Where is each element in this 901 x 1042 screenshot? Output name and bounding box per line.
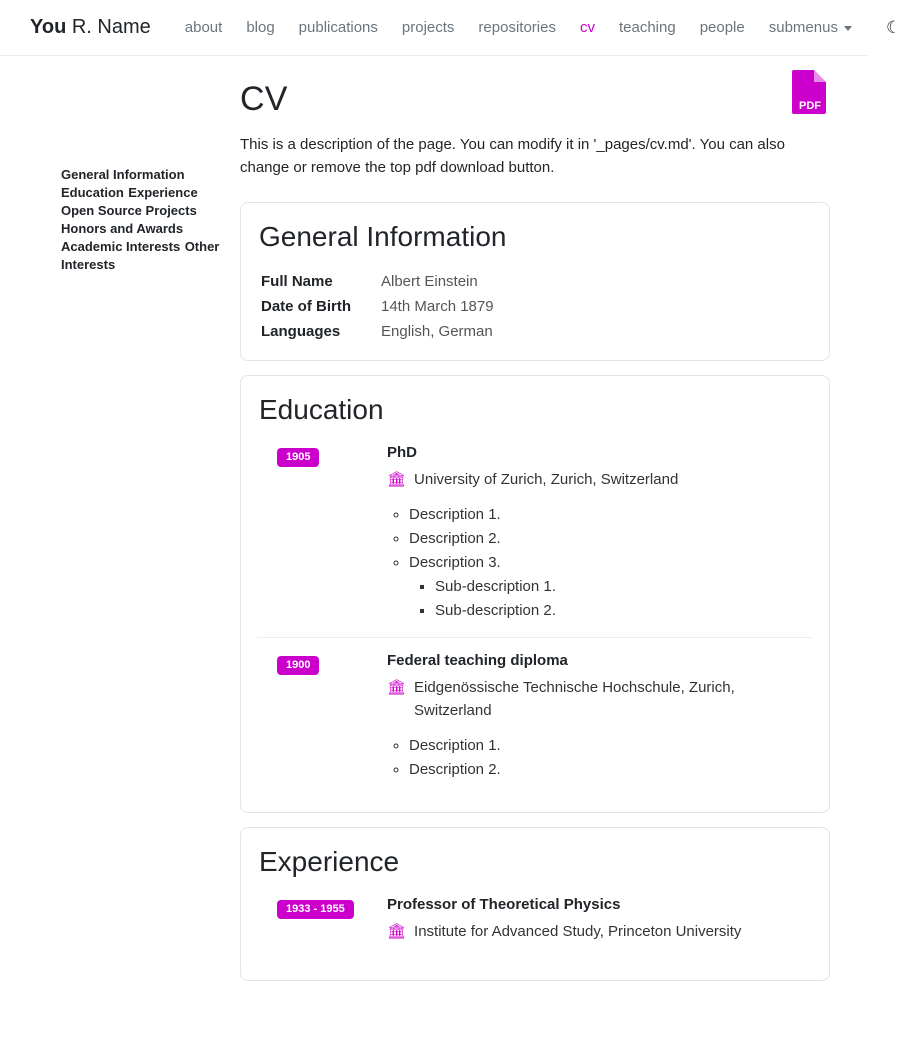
experience-card [240,827,830,981]
entry-title: PhD [387,443,417,461]
date-badge: 1905 [277,448,319,467]
list-item: ◦ Description 1. [409,734,805,758]
entry-title: Federal teaching diploma [387,652,568,669]
info-value-languages: English, German [381,322,493,340]
entry-place [387,469,805,492]
nav-item-about[interactable]: about [184,19,223,36]
education-entry [257,442,813,638]
nav-item-submenus[interactable]: submenus [757,13,864,42]
table-row [261,269,494,294]
pdf-download-button[interactable] [790,68,830,118]
nav-item-teaching[interactable]: teaching [618,19,676,36]
education-heading: Education [259,393,384,425]
table-row [261,294,494,319]
info-value-full-name: Albert Einstein [381,272,478,290]
sidebar-item-other-interests[interactable]: Other Interests [61,239,220,272]
list-item [409,551,805,623]
general-information-card [240,202,830,361]
entry-date [257,652,387,782]
entry-place-text: University of Zurich, Zurich, Switzerland [414,470,679,488]
page-description: This is a description of the page. You can modify it in '_pages/cv.md'. You can also change or remove the top pdf download button. [240,136,785,177]
nav-links [173,13,864,42]
nav-item-blog[interactable]: blog [246,19,275,36]
entry-date [257,896,387,950]
entry-place-text: Institute for Advanced Study, Princeton University [414,923,742,940]
list-item: ◦ Description 2. [409,527,805,551]
education-entry [257,637,813,796]
brand-strong: You [30,16,67,38]
list-item: ▪ Sub-description 1. [435,575,805,599]
brand-rest: R. Name [66,16,151,38]
entry-body [387,652,813,782]
general-information-heading: General Information [259,220,507,252]
date-badge: 1933 - 1955 [277,900,354,919]
experience-heading: Experience [259,846,400,877]
list-item: ◦ Description 2. [409,758,805,782]
list-item: ▪ Sub-description 2. [435,599,805,623]
top-navbar [0,0,901,56]
entry-body [387,444,813,624]
sidebar-item-education[interactable]: Education [61,185,124,200]
nav-item-projects[interactable]: projects [401,19,455,36]
table-row [261,319,494,344]
general-information-table [261,269,494,344]
main-content [230,80,830,995]
institution-icon: 🏛 [387,923,407,940]
entry-place-text: Eidgenössische Technische Hochschule, Zurich, Switzerland [414,679,735,719]
nav-item-people[interactable]: people [699,19,745,36]
institution-icon: 🏛 [387,470,407,488]
info-value-date-of-birth: 14th March 1879 [381,297,494,315]
moon-icon[interactable]: ☾ [885,18,901,37]
svg-text:PDF: PDF [799,100,821,112]
list-item: ◦ Description 1. [409,503,805,527]
sidebar-item-open-source-projects[interactable]: Open Source Projects [61,203,197,218]
page-title: CV [240,80,288,118]
cv-header [240,80,830,180]
date-badge: 1900 [277,656,319,675]
sidebar-item-general-information[interactable]: General Information [61,167,185,182]
nav-item-repositories[interactable]: repositories [478,19,556,36]
entry-body [387,896,813,950]
sidebar-item-honors-and-awards[interactable]: Honors and Awards [61,221,184,236]
site-brand[interactable] [30,16,151,39]
education-card [240,375,830,814]
nav-item-publications[interactable]: publications [298,19,378,36]
entry-date [257,444,387,624]
institution-icon: 🏛 [387,679,407,696]
list-item-text: Description 3. [409,554,501,571]
entry-place [387,677,805,722]
sidebar-item-experience[interactable]: Experience [128,185,198,200]
entry-sub-description-list [409,575,805,623]
experience-entry [257,894,813,964]
entry-title: Professor of Theoretical Physics [387,896,621,913]
nav-item-cv[interactable]: cv [579,19,595,36]
entry-description-list [387,503,805,623]
page-body [0,56,867,995]
pdf-file-icon [790,68,830,118]
info-label-date-of-birth: Date of Birth [261,297,351,315]
sidebar-item-academic-interests[interactable]: Academic Interests [61,239,181,254]
info-label-full-name: Full Name [261,272,333,290]
toc-sidebar [30,80,230,995]
info-label-languages: Languages [261,322,341,340]
entry-place [387,921,805,944]
entry-description-list [387,734,805,782]
